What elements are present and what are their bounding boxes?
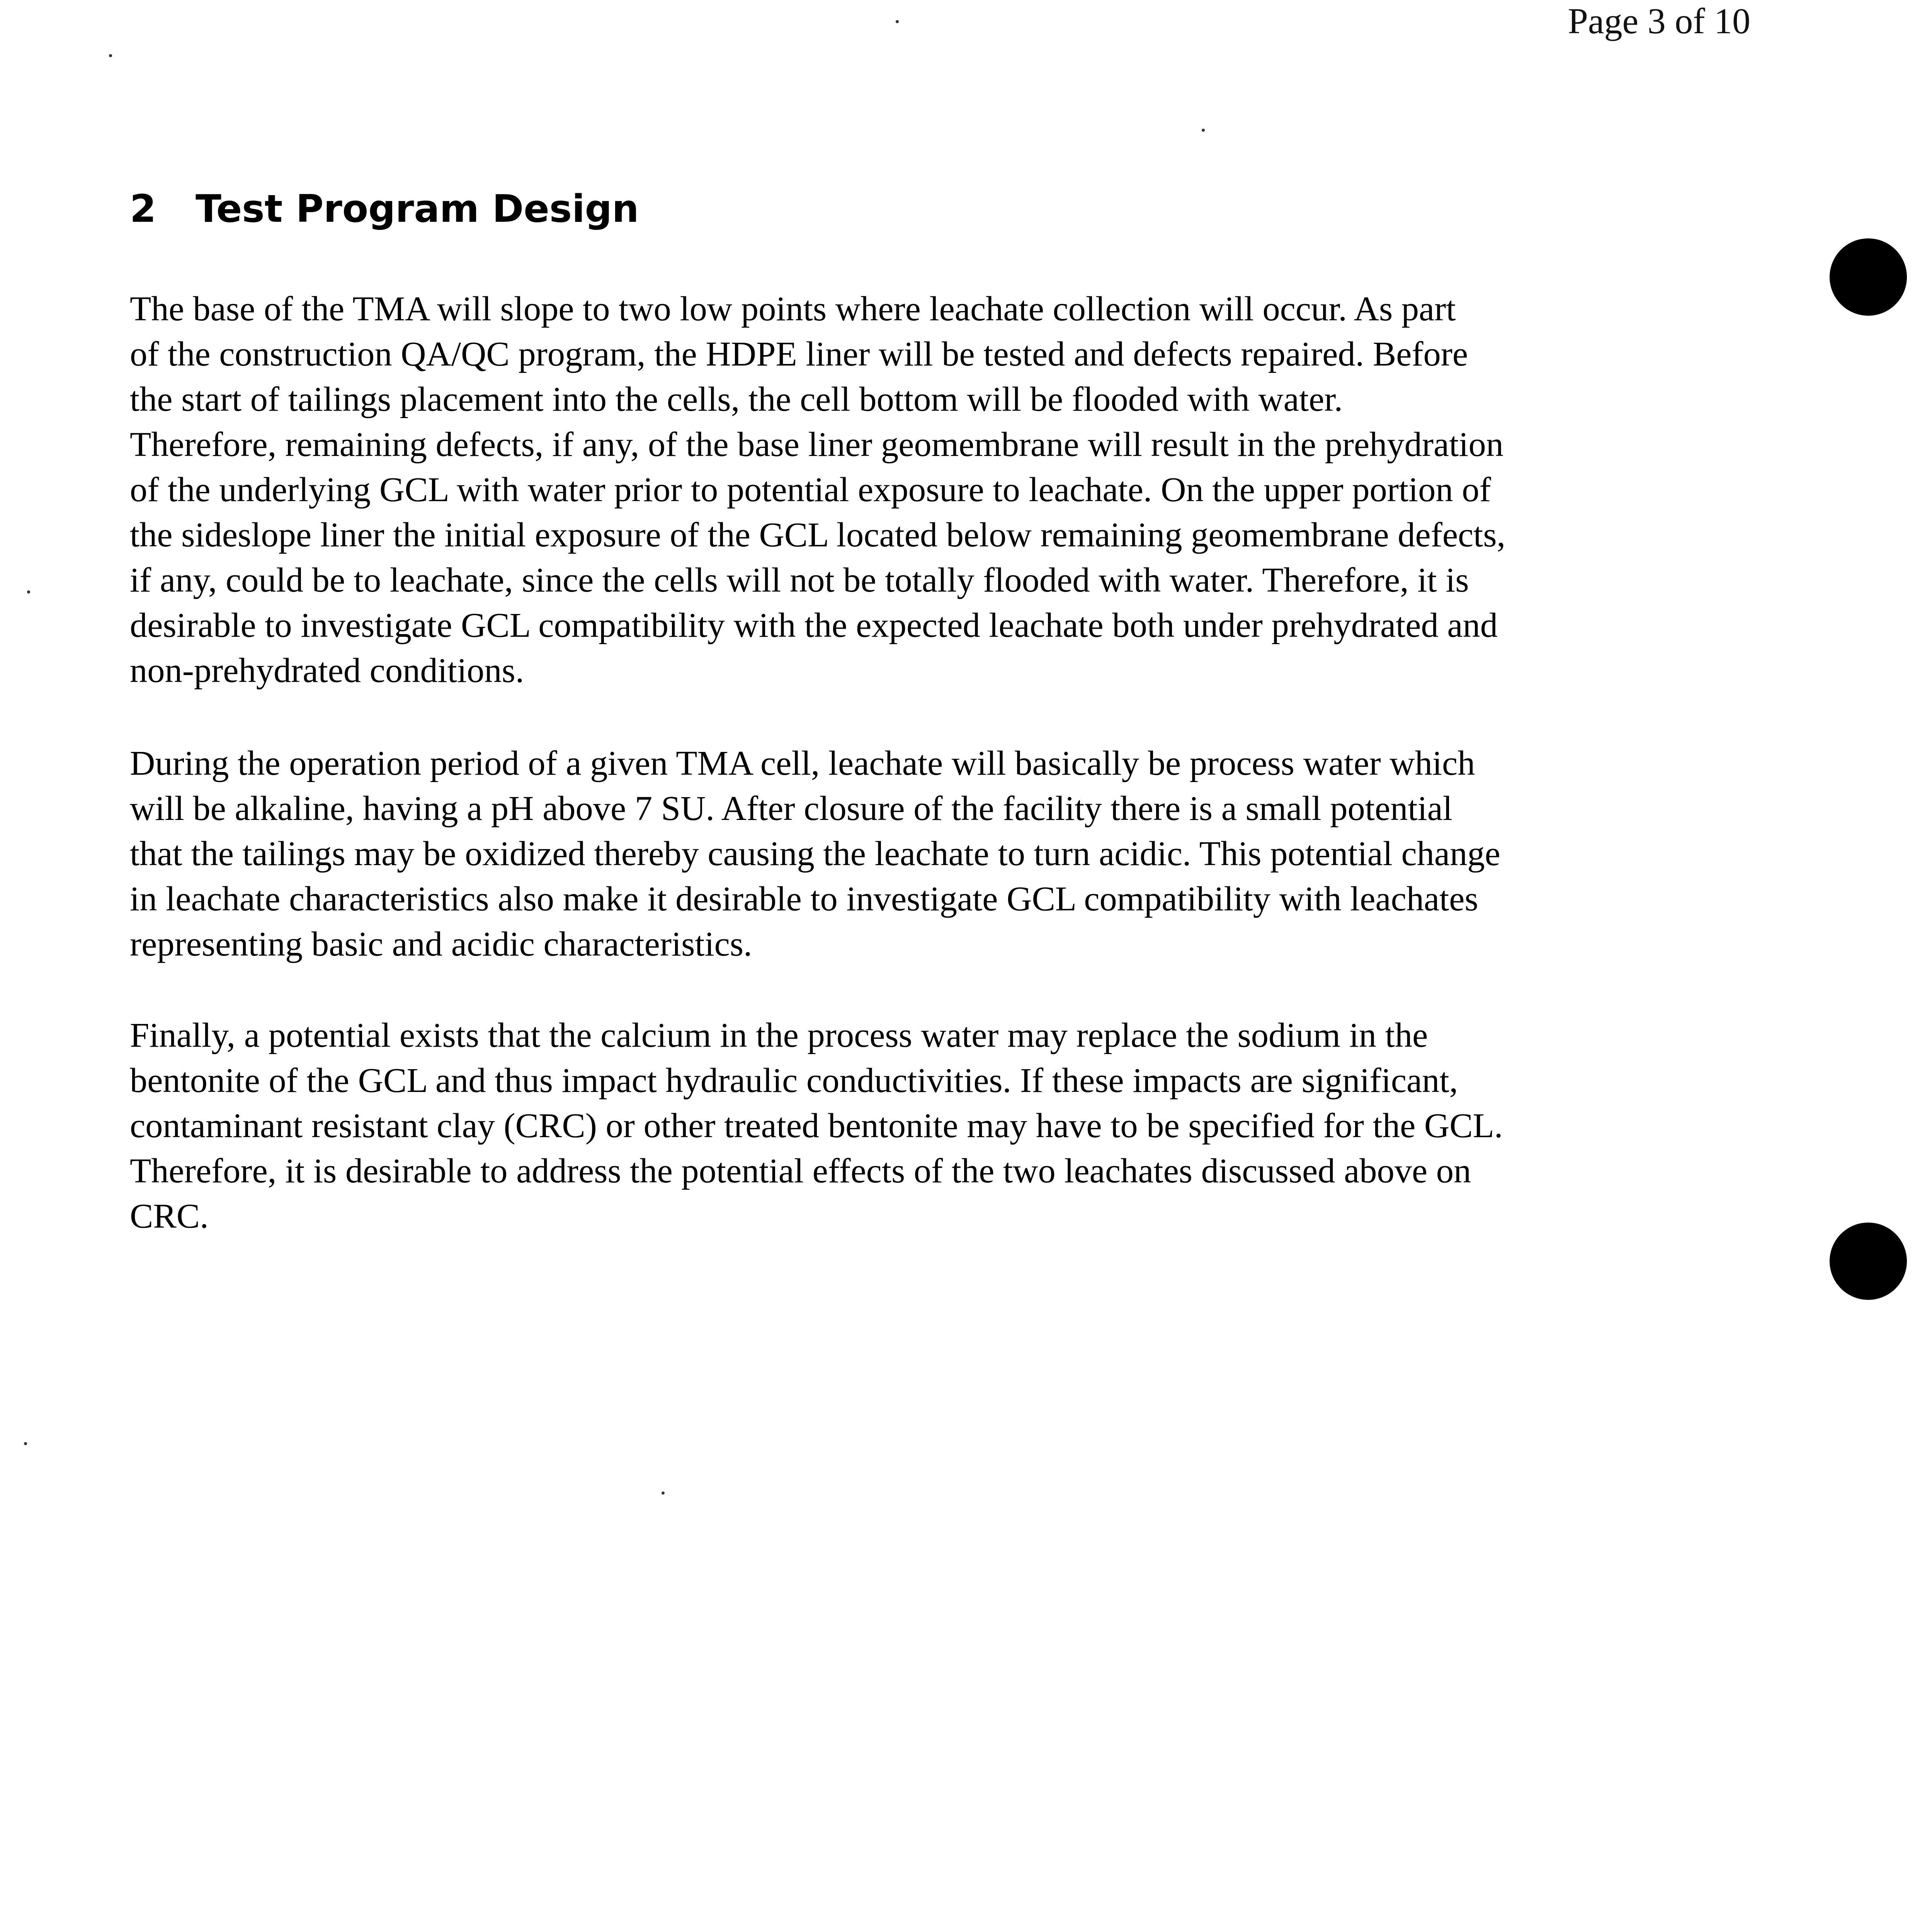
section-title: Test Program Design [196, 187, 639, 231]
scan-speck [27, 590, 30, 594]
scan-speck [109, 54, 112, 57]
scan-speck [1202, 129, 1205, 132]
scan-speck [662, 1492, 665, 1495]
paragraph-calcium-effects: Finally, a potential exists that the calcium in the process water may replace the sodium in the bentonite of the GCL and thus impact hydraulic conductivities. If these impacts are significant, contaminant resistant clay (CRC) or other treated bentonite may have to be specified for the GCL. Therefore, it is desirable to address the potential effects of the two leachates discussed above on CRC. [130, 1015, 1503, 1235]
section-number: 2 [130, 187, 156, 231]
scan-speck [896, 20, 899, 23]
paragraph-test-design: The base of the TMA will slope to two low points where leachate collection will occur. As part of the construction QA/QC program, the HDPE liner will be tested and defects repaired. Before the start of tailings placement into the cells, the cell bottom will be flooded with water. Therefore, remaining defects, if any, of the base liner geomembrane will result in the prehydration of the underlying GCL with water prior to potential exposure to leachate. On the upper portion of the sideslope liner the initial exposure of the GCL located below remaining geomembrane defects, if any, could be to leachate, since the cells will not be totally flooded with water. Therefore, it is desirable to investigate GCL compatibility with the expected leachate both under prehydrated and non-prehydrated conditions. [130, 289, 1506, 690]
scan-speck [24, 1442, 27, 1445]
section-heading [130, 189, 639, 230]
page-indicator: Page 3 of 10 [1568, 1, 1750, 41]
paragraph-leachate-characteristics: During the operation period of a given TMA cell, leachate will basically be process water which will be alkaline, having a pH above 7 SU. After closure of the facility there is a small potential that the tailings may be oxidized thereby causing the leachate to turn acidic. This potential change in leachate characteristics also make it desirable to investigate GCL compatibility with leachates representing basic and acidic characteristics. [130, 743, 1500, 963]
binder-hole-middle [1830, 1223, 1907, 1300]
binder-hole-top [1830, 238, 1907, 316]
